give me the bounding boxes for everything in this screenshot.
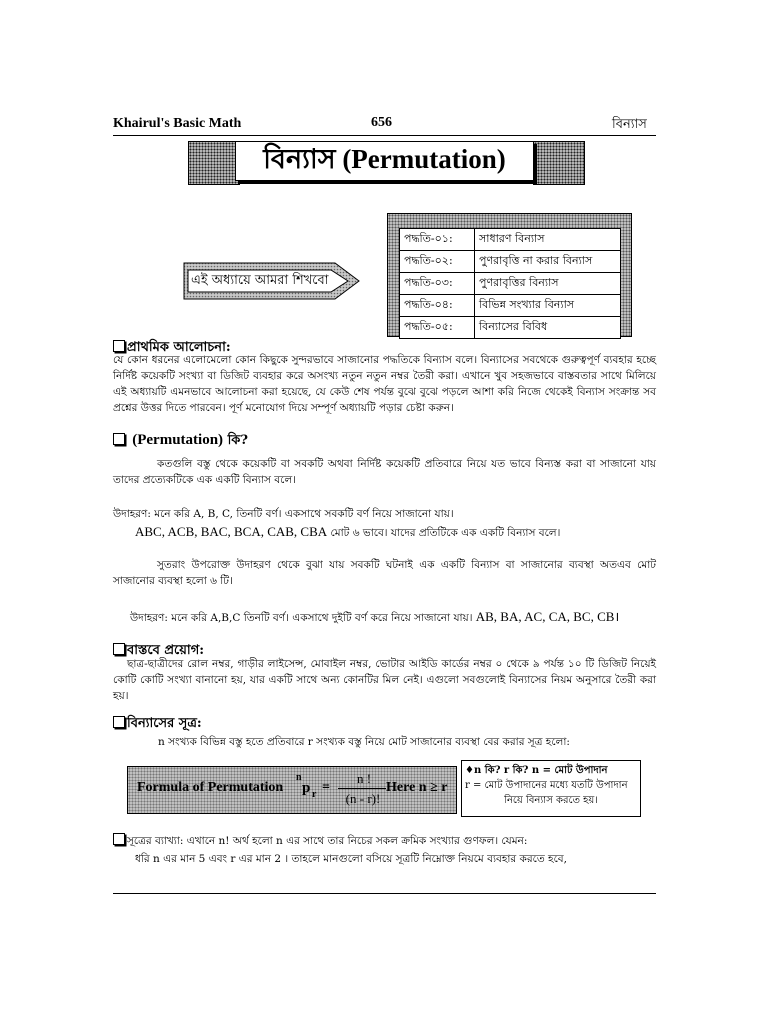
page-number: 656 (371, 115, 392, 130)
title-banner (188, 141, 583, 183)
formula-equals: = (322, 780, 330, 795)
checkbox-icon (113, 340, 125, 352)
what-is-heading: (Permutation) কি? (113, 430, 248, 452)
method-key: পদ্ধতি-০৩: (400, 273, 475, 295)
note-line: নিয়ে বিন্যাস করতে হয়। (504, 795, 598, 806)
intro-heading: প্রাথমিক আলোচনা: (113, 338, 231, 359)
formula-subscript: r (312, 789, 317, 800)
definition-paragraph: কতগুলি বস্তু থেকে কয়েকটি বা সবকটি অথবা নির্দিষ্ট কয়েকটি প্রতিবারে নিয়ে যত ভাবে বিন্যস্ত করা বা সাজানো যায় তাদের প্রত্যেকটিকে এক একটি বিন্যাস বলে। (113, 458, 656, 486)
checkbox-icon (113, 643, 125, 655)
method-value: বিন্যাসের বিবিধ (475, 317, 621, 339)
method-key: পদ্ধতি-০৫: (400, 317, 475, 339)
table-row (400, 295, 621, 317)
example1-line1: উদাহরণ: মনে করি A, B, C, তিনটি বর্ণ। একসাথে সবকটি বর্ণ নিয়ে সাজানো যায়। (113, 508, 454, 520)
formula-superscript: n (296, 772, 302, 783)
header-divider (113, 135, 656, 136)
table-row (400, 251, 621, 273)
title-pattern-left (188, 141, 240, 185)
formula-label: Formula of Permutation (137, 780, 284, 795)
formula-note (461, 760, 641, 817)
method-key: পদ্ধতি-০৪: (400, 295, 475, 317)
formula-box (127, 766, 457, 814)
intro-paragraph: যে কোন ধরনের এলোমেলো কোন কিছুকে সুন্দরভাবে সাজানোর পদ্ধতিকে বিন্যাস বলে। বিন্যাসের সবথেকে গুরুত্বপূর্ণ ব্যবহার হচ্ছে নির্দিষ্ট কয়েকটি সংখ্যা বা ডিজিট ব্যবহার করে অসংখ্য নতুন নতুন নম্বর তৈরী করা। এখানে খুব সহজভাবে বাস্তবতার সাথে মিলিয়ে এই অধ্যায়টি এমনভাবে আলোচনা করা হয়েছে, যে কেউ শেষ পর্যন্ত বুঝে বুঝে পড়লে আশা করি নিজে থেকেই বিন্যাস সংক্রান্ত সব প্রশ্নের উত্তর দিতে পারবেন। পূর্ণ মনোযোগ দিয়ে সম্পূর্ণ অধ্যায়টি পড়ার চেষ্টা করুন। (113, 354, 656, 414)
table-row (400, 273, 621, 295)
method-value: পুণরাবৃত্তির বিন্যাস (475, 273, 621, 295)
methods-table (399, 228, 621, 339)
formula-heading: বিন্যাসের সূত্র: (113, 714, 202, 735)
checkbox-icon (113, 716, 125, 728)
title-pattern-right (533, 141, 585, 185)
method-key: পদ্ধতি-০২: (400, 251, 475, 273)
table-row (400, 317, 621, 339)
formula-intro: n সংখ্যক বিভিন্ন বস্তু হতে প্রতিবারে r সংখ্যক বস্তু নিয়ে মোট সাজানোর ব্যবস্থা বের করার সূত্র হলো: (158, 736, 570, 748)
page-title: বিন্যাস (Permutation) (235, 141, 534, 181)
application-heading: বাস্তবে প্রয়োগ: (113, 641, 204, 662)
conclusion-paragraph: সুতরাং উপরোক্ত উদাহরণ থেকে বুঝা যায় সবকটি ঘটনাই এক একটি বিন্যাস বা সাজানোর ব্যবস্থা অতএব মোট সাজানোর ব্যবস্থা হলো ৬ টি। (113, 559, 656, 587)
fraction-bar (338, 788, 386, 789)
method-value: পুণরাবৃত্তি না করার বিন্যাস (475, 251, 621, 273)
formula-condition: Here n ≥ r (386, 780, 448, 795)
example2-line: উদাহরণ: মনে করি A,B,C তিনটি বর্ণ। একসাথে দুইটি বর্ণ করে নিয়ে সাজানো যায়। AB, BA, AC, CA, BC, CB। (130, 609, 620, 624)
book-title: Khairul's Basic Math (113, 116, 242, 131)
table-row (400, 229, 621, 251)
method-value: সাধারণ বিন্যাস (475, 229, 621, 251)
learn-label: এই অধ্যায়ে আমরা শিখবো (191, 273, 329, 288)
note-line: r = মোট উপাদানের মধ্যে যতটি উপাদান (465, 780, 628, 791)
application-paragraph: ছাত্র-ছাত্রীদের রোল নম্বর, গাড়ীর লাইসেন্স, মোবাইল নম্বর, ভোটার আইডি কার্ডের নম্বর ০ থেকে ৯ পর্যন্ত ১০ টি ডিজিট নিয়েই কোটি কোটি সংখ্যা বানানো হয়, যার একটি সাথে অন্য কোনটির মিল নেই। এগুলো সবগুলোই বিন্যাসের নিয়ম অনুসারে তৈরী করা হয়। (113, 658, 656, 702)
note-line: ♦n কি? r কি? n = মোট উপাদান (465, 765, 608, 776)
formula-denominator: (n - r)! (345, 791, 381, 806)
explanation-line2: ধরি n এর মান 5 এবং r এর মান 2 । তাহলে মানগুলো বসিয়ে সূত্রটি নিম্নোক্ত নিয়মে ব্যবহার করতে হবে, (135, 853, 567, 865)
methods-panel (387, 213, 632, 337)
footer-divider (113, 893, 656, 894)
explanation-heading: সূত্রের ব্যাখ্যা: এখানে n! অর্থ হলো n এর সাথে তার নিচের সকল ক্রমিক সংখ্যার গুণফল। যেমন: (113, 833, 527, 851)
example1-line2: ABC, ACB, BAC, BCA, CAB, CBA মোট ৬ ভাবে। যাদের প্রতিটিকে এক একটি বিন্যাস বলে। (135, 524, 561, 539)
method-key: পদ্ধতি-০১: (400, 229, 475, 251)
chapter-name: বিন্যাস (612, 117, 647, 132)
checkbox-icon (113, 433, 125, 445)
formula-numerator: n ! (356, 771, 372, 786)
checkbox-icon (113, 833, 125, 845)
learn-arrow (183, 262, 360, 300)
formula-p: p (302, 780, 311, 796)
method-value: বিভিন্ন সংখ্যার বিন্যাস (475, 295, 621, 317)
